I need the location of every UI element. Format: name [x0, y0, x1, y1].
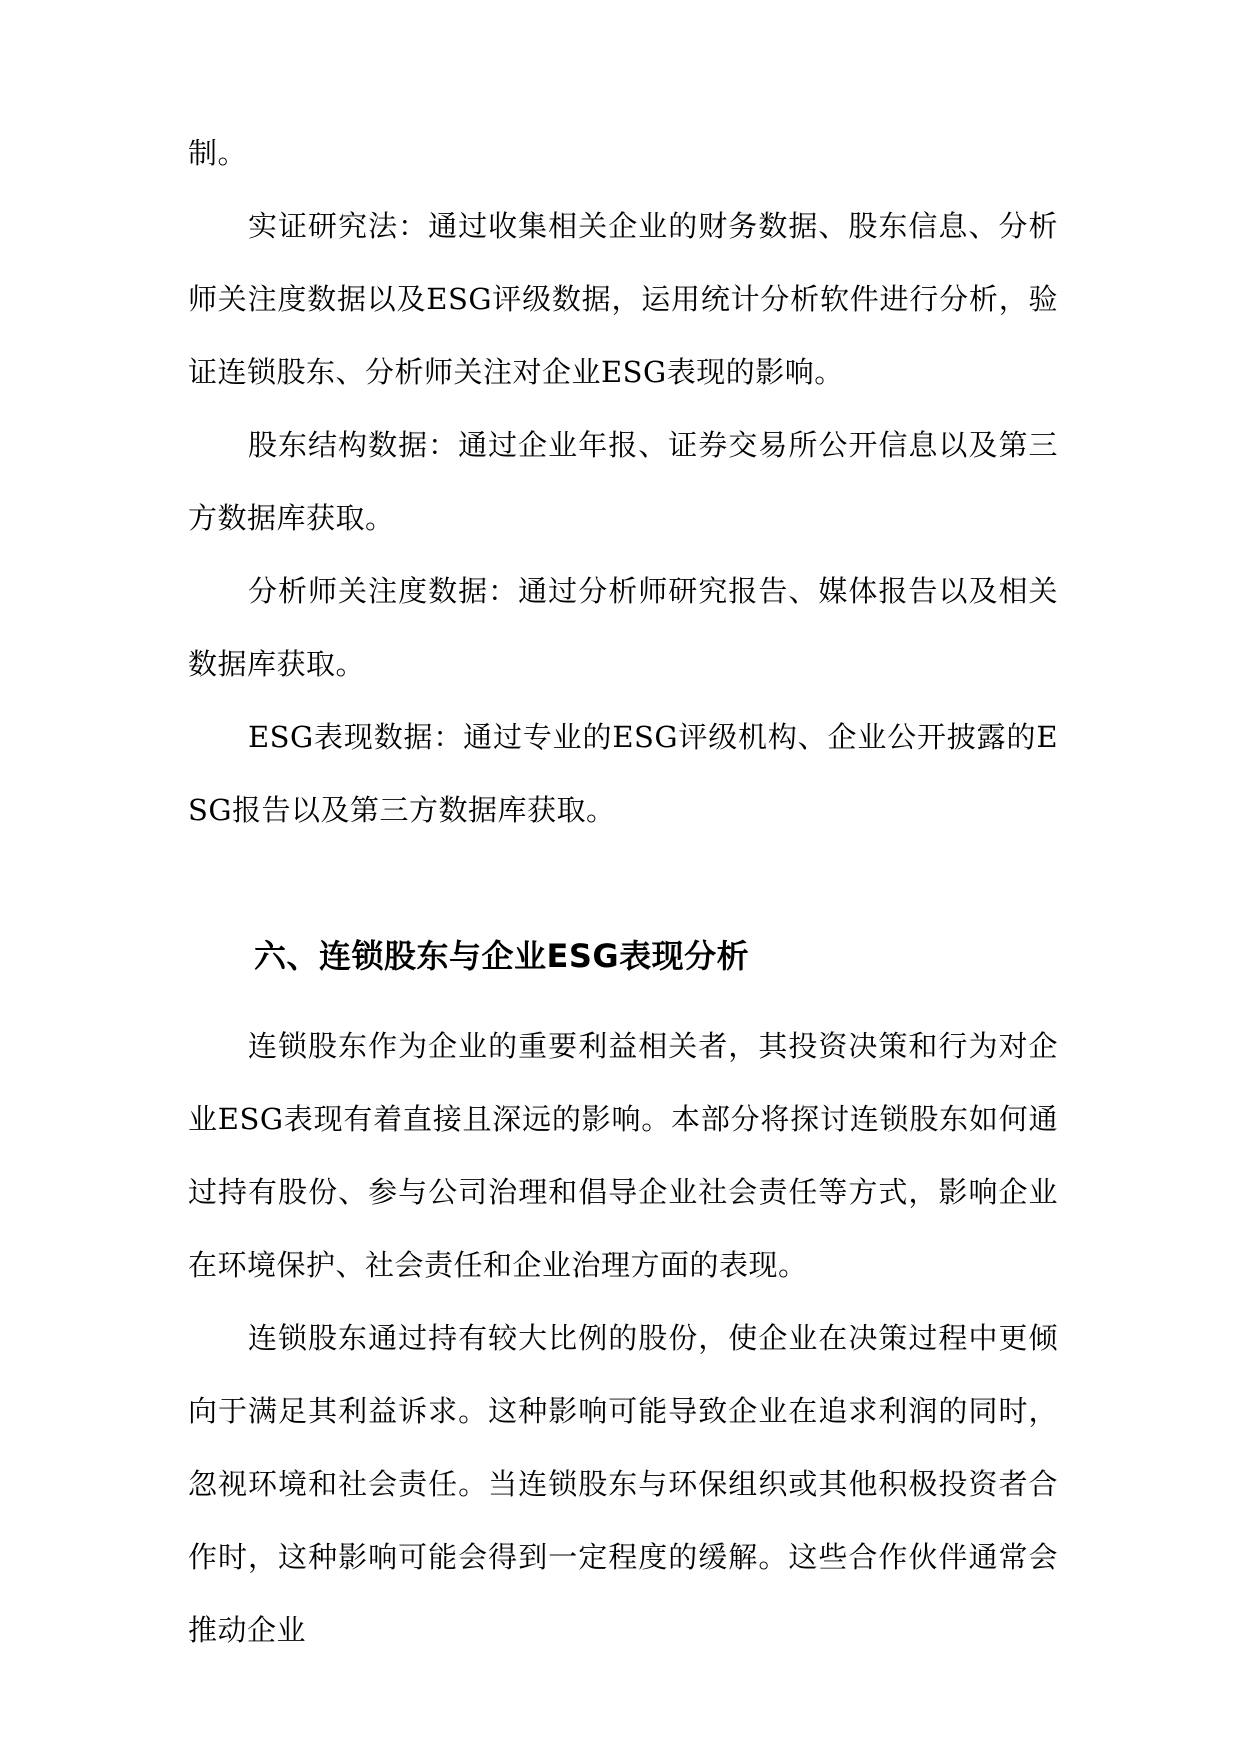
paragraph-interlocking-influence: 连锁股东通过持有较大比例的股份，使企业在决策过程中更倾向于满足其利益诉求。这种影响可能导致企业在追求利润的同时，忽视环境和社会责任。当连锁股东与环保组织或其他积极投资者合作时，这种影响可能会得到一定程度的缓解。这些合作伙伴通常会推动企业	[188, 1321, 1058, 1647]
paragraph-analyst-data: 分析师关注度数据：通过分析师研究报告、媒体报告以及相关数据库获取。	[188, 574, 1058, 681]
paragraph-interlocking-intro: 连锁股东作为企业的重要利益相关者，其投资决策和行为对企业ESG表现有着直接且深远的影响。本部分将探讨连锁股东如何通过持有股份、参与公司治理和倡导企业社会责任等方式，影响企业在环境保护、社会责任和企业治理方面的表现。	[188, 1029, 1058, 1282]
section-heading: 六、连锁股东与企业ESG表现分析	[254, 937, 750, 975]
paragraph-esg-data: ESG表现数据：通过专业的ESG评级机构、企业公开披露的ESG报告以及第三方数据库获取。	[188, 720, 1058, 827]
body-text-upper	[188, 117, 1058, 847]
paragraph-shareholder-data: 股东结构数据：通过企业年报、证券交易所公开信息以及第三方数据库获取。	[188, 428, 1058, 535]
body-text-lower	[188, 1010, 1058, 1667]
paragraph-empirical-method: 实证研究法：通过收集相关企业的财务数据、股东信息、分析师关注度数据以及ESG评级数据，运用统计分析软件进行分析，验证连锁股东、分析师关注对企业ESG表现的影响。	[188, 209, 1058, 389]
paragraph-fragment: 制。	[188, 136, 248, 170]
